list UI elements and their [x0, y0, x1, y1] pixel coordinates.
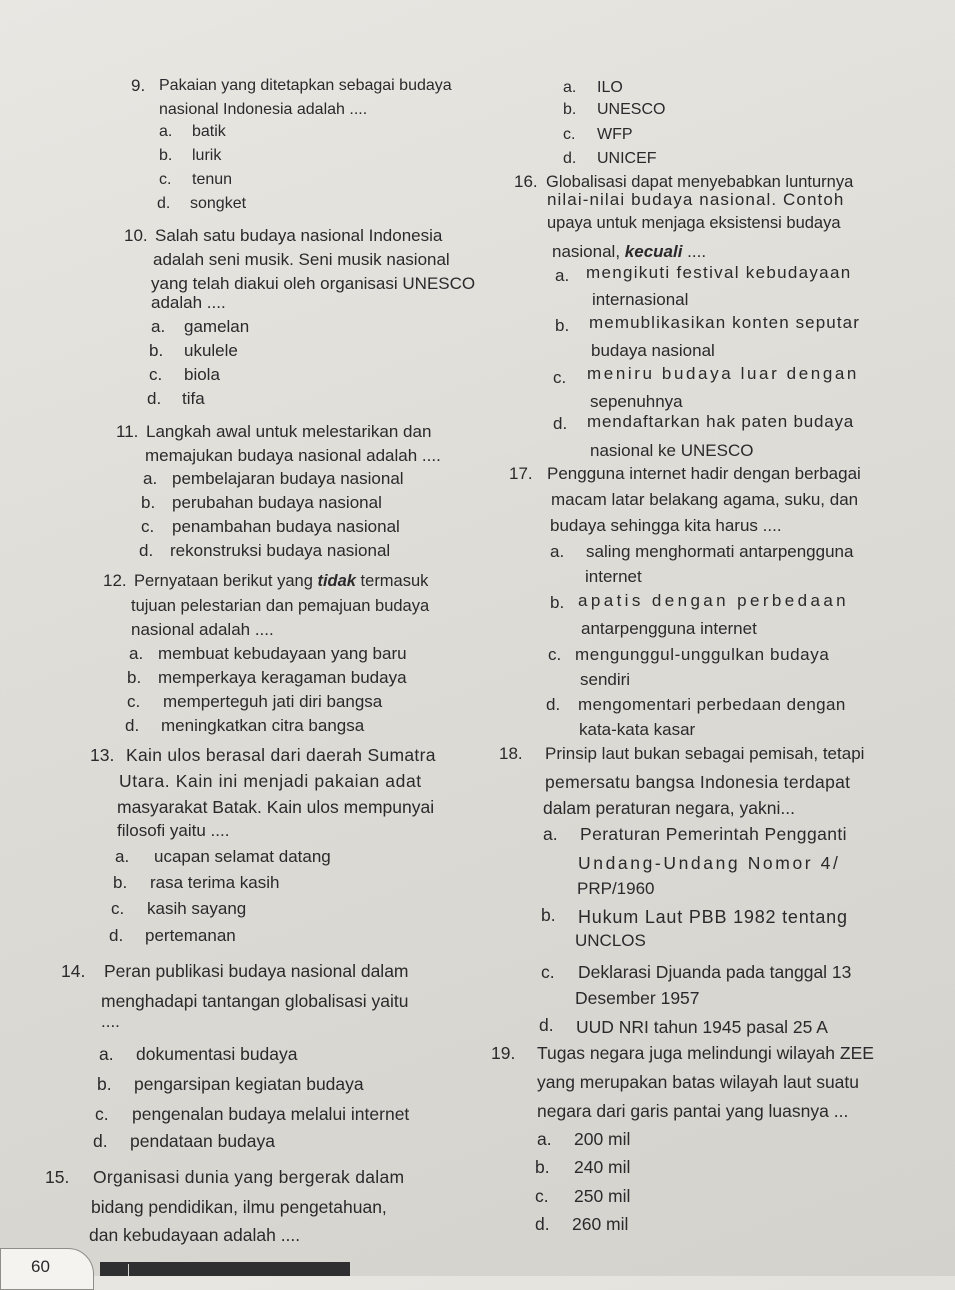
q10-opt-b-letter: b.: [149, 341, 164, 360]
q14-opt-b[interactable]: pengarsipan kegiatan budaya: [134, 1074, 364, 1094]
q17-opt-a-letter: a.: [550, 542, 565, 561]
q14-opt-d-letter: d.: [93, 1131, 108, 1151]
q14-opt-b-letter: b.: [97, 1074, 112, 1094]
q17-opt-a[interactable]: saling menghormati antarpengguna: [586, 542, 854, 561]
q19-number: 19.: [491, 1043, 516, 1063]
q9-opt-b[interactable]: lurik: [192, 147, 222, 164]
q17-opt-c-letter: c.: [548, 645, 562, 664]
q19-opt-d-letter: d.: [535, 1214, 550, 1234]
q9-opt-c[interactable]: tenun: [192, 171, 233, 188]
q18-opt-c[interactable]: Deklarasi Djuanda pada tanggal 13: [578, 962, 852, 982]
q10-opt-a[interactable]: gamelan: [184, 317, 250, 336]
q10-opt-d[interactable]: tifa: [182, 389, 205, 408]
q13-opt-c[interactable]: kasih sayang: [147, 899, 247, 918]
q19-stem-2: yang merupakan batas wilayah laut suatu: [537, 1072, 860, 1092]
q16-stem-1: Globalisasi dapat menyebabkan lunturnya: [546, 173, 854, 191]
q11-opt-d-letter: d.: [139, 541, 154, 560]
q18-opt-a[interactable]: Peraturan Pemerintah Pengganti: [580, 824, 847, 844]
q10-stem-1: Salah satu budaya nasional Indonesia: [155, 226, 443, 245]
q11-opt-c-letter: c.: [141, 517, 155, 536]
q17-opt-d[interactable]: mengomentari perbedaan dengan: [578, 695, 846, 714]
q17-opt-d-letter: d.: [546, 695, 561, 714]
q19-opt-a[interactable]: 200 mil: [574, 1129, 631, 1149]
q13-opt-d[interactable]: pertemanan: [145, 926, 236, 945]
q13-stem-3: masyarakat Batak. Kain ulos mempunyai: [117, 797, 435, 817]
q16-opt-c-2: sepenuhnya: [590, 392, 683, 411]
q15-opt-c[interactable]: WFP: [597, 126, 633, 143]
q10-opt-d-letter: d.: [147, 389, 162, 408]
q14-stem-2: menghadapi tantangan globalisasi yaitu: [101, 991, 409, 1011]
q17-opt-d-2: kata-kata kasar: [579, 720, 696, 739]
q19-opt-c[interactable]: 250 mil: [574, 1186, 631, 1206]
q16-opt-a-letter: a.: [555, 266, 570, 285]
q12-stem-2: tujuan pelestarian dan pemajuan budaya: [131, 597, 430, 615]
q18-stem-1: Prinsip laut bukan sebagai pemisah, tetapi: [545, 744, 865, 763]
q13-opt-a-letter: a.: [115, 847, 130, 866]
q18-stem-3: dalam peraturan negara, yakni...: [543, 798, 795, 818]
q15-opt-c-letter: c.: [563, 126, 576, 143]
q16-opt-b-letter: b.: [555, 316, 570, 335]
q13-opt-b-letter: b.: [113, 873, 128, 892]
q16-opt-d-2: nasional ke UNESCO: [590, 441, 754, 460]
q18-opt-d[interactable]: UUD NRI tahun 1945 pasal 25 A: [576, 1017, 828, 1037]
q14-opt-a-letter: a.: [99, 1044, 114, 1064]
q12-opt-c[interactable]: memperteguh jati diri bangsa: [163, 692, 383, 711]
q15-opt-a[interactable]: ILO: [597, 79, 623, 96]
q14-opt-a[interactable]: dokumentasi budaya: [136, 1044, 298, 1064]
q11-stem-2: memajukan budaya nasional adalah ....: [145, 446, 441, 465]
q12-stem-post: termasuk: [355, 572, 429, 590]
q17-opt-a-2: internet: [585, 567, 642, 586]
q16-stem-4: [552, 242, 706, 262]
q10-opt-c-letter: c.: [149, 365, 163, 384]
q18-opt-c-2: Desember 1957: [575, 988, 700, 1008]
q12-stem-3: nasional adalah ....: [131, 620, 274, 639]
q17-opt-c[interactable]: mengunggul-unggulkan budaya: [575, 645, 830, 664]
q9-opt-a[interactable]: batik: [192, 123, 226, 140]
q11-opt-c[interactable]: penambahan budaya nasional: [172, 517, 400, 536]
q16-opt-b-2: budaya nasional: [591, 341, 715, 360]
q10-stem-4: adalah ....: [151, 293, 226, 312]
footer-bar: [100, 1262, 350, 1276]
q19-opt-b-letter: b.: [535, 1157, 550, 1177]
q9-opt-a-letter: a.: [159, 123, 173, 140]
q15-number: 15.: [45, 1167, 70, 1187]
q19-opt-a-letter: a.: [537, 1129, 552, 1149]
q13-opt-b[interactable]: rasa terima kasih: [150, 873, 280, 892]
q14-stem-1: Peran publikasi budaya nasional dalam: [104, 961, 409, 981]
q9-opt-d[interactable]: songket: [190, 195, 247, 212]
page-number: 60: [31, 1257, 50, 1276]
q9-number: 9.: [131, 76, 146, 95]
q10-opt-a-letter: a.: [151, 317, 166, 336]
q17-stem-1: Pengguna internet hadir dengan berbagai: [547, 464, 861, 483]
q12-stem-italic: tidak: [317, 572, 356, 590]
q13-stem-2: Utara. Kain ini menjadi pakaian adat: [119, 771, 422, 791]
q18-opt-b-2: UNCLOS: [575, 931, 646, 950]
q14-opt-c[interactable]: pengenalan budaya melalui internet: [132, 1104, 410, 1124]
q12-opt-a-letter: a.: [129, 644, 144, 663]
q16-stem-3: upaya untuk menjaga eksistensi budaya: [547, 214, 841, 232]
q12-opt-c-letter: c.: [127, 692, 141, 711]
q19-stem-1: Tugas negara juga melindungi wilayah ZEE: [537, 1043, 874, 1063]
q15-opt-d[interactable]: UNICEF: [597, 150, 657, 167]
q14-opt-d[interactable]: pendataan budaya: [130, 1131, 275, 1151]
q18-stem-2: pemersatu bangsa Indonesia terdapat: [545, 772, 851, 792]
q19-stem-3: negara dari garis pantai yang luasnya ...: [537, 1101, 849, 1121]
q16-opt-c-letter: c.: [553, 368, 567, 387]
q18-opt-c-letter: c.: [541, 962, 555, 982]
q17-stem-3: budaya sehingga kita harus ....: [550, 516, 782, 535]
q9-stem-1: Pakaian yang ditetapkan sebagai budaya: [159, 77, 452, 94]
q9-opt-c-letter: c.: [159, 171, 172, 188]
q10-number: 10.: [124, 226, 148, 245]
q18-opt-b[interactable]: Hukum Laut PBB 1982 tentang: [578, 907, 848, 927]
q9-stem-2: nasional Indonesia adalah ....: [159, 101, 368, 118]
q18-number: 18.: [499, 744, 523, 763]
q15-opt-b[interactable]: UNESCO: [597, 101, 666, 118]
q11-opt-b-letter: b.: [141, 493, 156, 512]
q12-opt-b-letter: b.: [127, 668, 142, 687]
q15-stem-2: bidang pendidikan, ilmu pengetahuan,: [91, 1197, 387, 1217]
q12-stem-1: [134, 571, 428, 591]
q16-stem-4-text: nasional,: [552, 242, 625, 261]
q18-opt-a-2: Undang-Undang Nomor 4/: [578, 853, 841, 873]
q10-opt-c[interactable]: biola: [184, 365, 220, 384]
q10-opt-b[interactable]: ukulele: [184, 341, 238, 360]
q12-opt-d[interactable]: meningkatkan citra bangsa: [161, 716, 365, 735]
q18-opt-d-letter: d.: [539, 1015, 554, 1035]
q16-stem-2: nilai-nilai budaya nasional. Contoh: [547, 190, 845, 209]
q9-opt-d-letter: d.: [157, 195, 171, 212]
q18-opt-a-letter: a.: [543, 824, 558, 844]
q10-stem-2: adalah seni musik. Seni musik nasional: [153, 250, 450, 269]
q15-opt-d-letter: d.: [563, 150, 577, 167]
q13-opt-c-letter: c.: [111, 899, 125, 918]
q18-opt-a-3: PRP/1960: [577, 879, 655, 898]
q16-opt-a-2: internasional: [592, 290, 689, 309]
q11-opt-b[interactable]: perubahan budaya nasional: [172, 493, 382, 512]
q12-stem-pre: Pernyataan berikut yang: [134, 572, 318, 590]
q9-opt-b-letter: b.: [159, 147, 173, 164]
q11-opt-a[interactable]: pembelajaran budaya nasional: [172, 469, 404, 488]
q14-opt-c-letter: c.: [95, 1104, 109, 1124]
q15-opt-b-letter: b.: [563, 101, 577, 118]
q17-opt-b-letter: b.: [550, 593, 565, 612]
q17-opt-b-2: antarpengguna internet: [581, 619, 757, 638]
q17-number: 17.: [509, 464, 533, 483]
q13-opt-d-letter: d.: [109, 926, 124, 945]
q16-opt-d[interactable]: mendaftarkan hak paten budaya: [587, 412, 855, 431]
q17-opt-c-2: sendiri: [580, 670, 631, 689]
q11-number: 11.: [116, 422, 139, 441]
q14-stem-3: ....: [101, 1012, 120, 1031]
q19-opt-b[interactable]: 240 mil: [574, 1157, 631, 1177]
q17-stem-2: macam latar belakang agama, suku, dan: [551, 490, 859, 509]
q12-opt-a[interactable]: membuat kebudayaan yang baru: [158, 644, 407, 663]
q19-opt-d[interactable]: 260 mil: [572, 1214, 629, 1234]
q13-number: 13.: [90, 745, 115, 765]
q16-opt-b[interactable]: memublikasikan konten seputar: [589, 313, 860, 332]
q18-opt-b-letter: b.: [541, 905, 556, 925]
q15-opt-a-letter: a.: [563, 79, 577, 96]
q14-number: 14.: [61, 961, 86, 981]
q12-opt-d-letter: d.: [125, 716, 140, 735]
q10-stem-3: yang telah diakui oleh organisasi UNESCO: [151, 274, 476, 293]
q13-stem-4: filosofi yaitu ....: [117, 821, 230, 840]
page-number-tab: [0, 1248, 94, 1290]
q12-number: 12.: [103, 571, 127, 590]
q16-opt-a[interactable]: mengikuti festival kebudayaan: [586, 263, 852, 282]
q19-opt-c-letter: c.: [535, 1186, 549, 1206]
q16-opt-c[interactable]: meniru budaya luar dengan: [587, 364, 859, 383]
footer-divider: [128, 1264, 129, 1276]
q15-stem-1: Organisasi dunia yang bergerak dalam: [93, 1167, 405, 1187]
q16-stem-tail: ....: [682, 242, 707, 261]
q16-number: 16.: [514, 172, 538, 191]
q11-stem-1: Langkah awal untuk melestarikan dan: [146, 422, 432, 441]
q11-opt-a-letter: a.: [143, 469, 158, 488]
q17-opt-b[interactable]: apatis dengan perbedaan: [578, 591, 850, 610]
q16-opt-d-letter: d.: [553, 414, 568, 433]
q15-stem-3: dan kebudayaan adalah ....: [89, 1225, 301, 1245]
q11-opt-d[interactable]: rekonstruksi budaya nasional: [170, 541, 391, 560]
q13-stem-1: Kain ulos berasal dari daerah Sumatra: [126, 745, 436, 765]
q12-opt-b[interactable]: memperkaya keragaman budaya: [158, 668, 407, 687]
q13-opt-a[interactable]: ucapan selamat datang: [154, 847, 331, 866]
q16-stem-italic: kecuali: [624, 242, 683, 261]
